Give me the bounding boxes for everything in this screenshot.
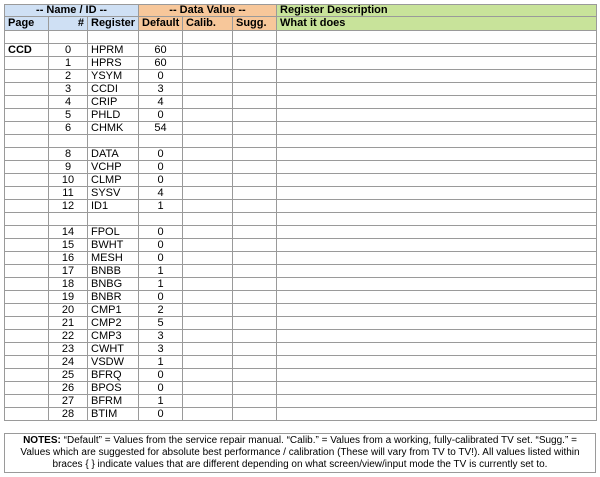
row-page — [5, 187, 49, 200]
row-register: SYSV — [88, 187, 139, 200]
row-description — [277, 304, 597, 317]
row-description — [277, 343, 597, 356]
table-row — [5, 96, 597, 109]
row-description — [277, 395, 597, 408]
table-row — [5, 187, 597, 200]
row-calib — [183, 109, 233, 122]
header-row-columns — [5, 17, 597, 31]
row-calib — [183, 291, 233, 304]
row-default: 0 — [139, 239, 183, 252]
row-number: 22 — [49, 330, 88, 343]
table-row — [5, 174, 597, 187]
table-row — [5, 44, 597, 57]
table-row — [5, 161, 597, 174]
col-sugg-header: Sugg. — [233, 17, 277, 31]
row-default: 0 — [139, 109, 183, 122]
row-default: 0 — [139, 369, 183, 382]
row-number: 26 — [49, 382, 88, 395]
row-register: CRIP — [88, 96, 139, 109]
data-value-group-header: -- Data Value -- — [139, 5, 277, 17]
row-calib — [183, 174, 233, 187]
row-sugg — [233, 291, 277, 304]
row-sugg — [233, 109, 277, 122]
row-description — [277, 330, 597, 343]
row-page — [5, 382, 49, 395]
row-page — [5, 109, 49, 122]
row-register: HPRS — [88, 57, 139, 70]
row-sugg — [233, 83, 277, 96]
row-default: 0 — [139, 226, 183, 239]
row-sugg — [233, 70, 277, 83]
row-default — [139, 135, 183, 148]
row-number: 18 — [49, 278, 88, 291]
row-page — [5, 57, 49, 70]
table-row — [5, 200, 597, 213]
row-sugg — [233, 343, 277, 356]
row-description — [277, 278, 597, 291]
row-sugg — [233, 239, 277, 252]
col-default-header: Default — [139, 17, 183, 31]
row-sugg — [233, 187, 277, 200]
register-table-sheet — [4, 4, 596, 421]
row-register: MESH — [88, 252, 139, 265]
table-row — [5, 317, 597, 330]
row-register: FPOL — [88, 226, 139, 239]
notes-label: NOTES: — [23, 435, 61, 446]
row-calib — [183, 57, 233, 70]
row-description — [277, 317, 597, 330]
row-number: 0 — [49, 44, 88, 57]
row-default: 0 — [139, 382, 183, 395]
row-calib — [183, 148, 233, 161]
row-description — [277, 83, 597, 96]
row-number: 12 — [49, 200, 88, 213]
row-register: VCHP — [88, 161, 139, 174]
row-sugg — [233, 174, 277, 187]
row-register: CCDI — [88, 83, 139, 96]
row-number: 24 — [49, 356, 88, 369]
table-row — [5, 408, 597, 421]
row-sugg — [233, 265, 277, 278]
row-page — [5, 239, 49, 252]
row-default: 3 — [139, 343, 183, 356]
row-sugg — [233, 252, 277, 265]
row-default: 1 — [139, 265, 183, 278]
table-row — [5, 369, 597, 382]
row-page — [5, 70, 49, 83]
row-sugg — [233, 161, 277, 174]
row-page — [5, 304, 49, 317]
row-calib — [183, 252, 233, 265]
row-calib — [183, 330, 233, 343]
row-page — [5, 291, 49, 304]
spacer-row — [5, 31, 597, 44]
row-number: 20 — [49, 304, 88, 317]
row-default: 3 — [139, 83, 183, 96]
row-description — [277, 109, 597, 122]
row-default: 4 — [139, 96, 183, 109]
row-register: BTIM — [88, 408, 139, 421]
table-row — [5, 83, 597, 96]
row-register: CWHT — [88, 343, 139, 356]
row-calib — [183, 408, 233, 421]
row-calib — [183, 369, 233, 382]
row-default: 1 — [139, 395, 183, 408]
row-number: 6 — [49, 122, 88, 135]
row-number: 5 — [49, 109, 88, 122]
row-number: 3 — [49, 83, 88, 96]
row-default: 0 — [139, 70, 183, 83]
row-register: CMP2 — [88, 317, 139, 330]
row-calib — [183, 96, 233, 109]
row-number: 27 — [49, 395, 88, 408]
table-row — [5, 382, 597, 395]
row-default: 5 — [139, 317, 183, 330]
row-page — [5, 213, 49, 226]
table-row — [5, 239, 597, 252]
table-row — [5, 395, 597, 408]
row-sugg — [233, 395, 277, 408]
row-register: HPRM — [88, 44, 139, 57]
row-description — [277, 187, 597, 200]
row-sugg — [233, 369, 277, 382]
table-row — [5, 135, 597, 148]
row-default: 0 — [139, 174, 183, 187]
row-number — [49, 135, 88, 148]
row-sugg — [233, 304, 277, 317]
row-page — [5, 343, 49, 356]
row-description — [277, 148, 597, 161]
row-number — [49, 213, 88, 226]
row-number: 28 — [49, 408, 88, 421]
row-number: 14 — [49, 226, 88, 239]
row-register: CMP1 — [88, 304, 139, 317]
row-sugg — [233, 330, 277, 343]
row-register: CHMK — [88, 122, 139, 135]
row-number: 4 — [49, 96, 88, 109]
table-row — [5, 265, 597, 278]
col-number-header: # — [49, 17, 88, 31]
row-register: BWHT — [88, 239, 139, 252]
row-register: BFRQ — [88, 369, 139, 382]
row-page: CCD — [5, 44, 49, 57]
row-calib — [183, 213, 233, 226]
row-number: 21 — [49, 317, 88, 330]
table-row — [5, 122, 597, 135]
row-default: 0 — [139, 291, 183, 304]
row-default: 4 — [139, 187, 183, 200]
row-default: 1 — [139, 356, 183, 369]
row-number: 19 — [49, 291, 88, 304]
row-sugg — [233, 213, 277, 226]
row-register: BNBR — [88, 291, 139, 304]
row-register — [88, 213, 139, 226]
table-row — [5, 57, 597, 70]
row-number: 23 — [49, 343, 88, 356]
row-calib — [183, 317, 233, 330]
row-default: 54 — [139, 122, 183, 135]
row-calib — [183, 278, 233, 291]
row-sugg — [233, 96, 277, 109]
row-number: 11 — [49, 187, 88, 200]
row-page — [5, 96, 49, 109]
row-calib — [183, 161, 233, 174]
row-calib — [183, 83, 233, 96]
row-sugg — [233, 44, 277, 57]
row-sugg — [233, 317, 277, 330]
row-default: 0 — [139, 148, 183, 161]
row-register: BNBG — [88, 278, 139, 291]
row-sugg — [233, 408, 277, 421]
col-what-it-does-header: What it does — [277, 17, 597, 31]
table-row — [5, 148, 597, 161]
register-description-header: Register Description — [277, 5, 597, 17]
row-calib — [183, 343, 233, 356]
row-page — [5, 174, 49, 187]
table-row — [5, 213, 597, 226]
row-calib — [183, 187, 233, 200]
row-default: 0 — [139, 161, 183, 174]
row-default: 1 — [139, 278, 183, 291]
row-number: 2 — [49, 70, 88, 83]
row-default: 2 — [139, 304, 183, 317]
row-page — [5, 200, 49, 213]
table-row — [5, 109, 597, 122]
col-calib-header: Calib. — [183, 17, 233, 31]
row-register: BNBB — [88, 265, 139, 278]
row-default: 60 — [139, 57, 183, 70]
row-register: VSDW — [88, 356, 139, 369]
row-number: 16 — [49, 252, 88, 265]
notes-box — [4, 433, 596, 473]
row-page — [5, 408, 49, 421]
row-description — [277, 44, 597, 57]
table-row — [5, 226, 597, 239]
row-description — [277, 122, 597, 135]
row-description — [277, 135, 597, 148]
table-row — [5, 278, 597, 291]
row-default: 60 — [139, 44, 183, 57]
notes-text: “Default” = Values from the service repair manual. “Calib.” = Values from a working, fully-calibrated TV set. “Sugg.” = Values which are suggested for absolute best performance / calibration (These will vary from TV to TV!). All values listed within braces { } indicate values that are different depending on what screen/view/input mode the TV is currently set to. — [20, 435, 580, 470]
row-description — [277, 174, 597, 187]
row-page — [5, 135, 49, 148]
row-page — [5, 148, 49, 161]
row-default: 0 — [139, 408, 183, 421]
col-register-header: Register — [88, 17, 139, 31]
row-description — [277, 265, 597, 278]
row-number: 15 — [49, 239, 88, 252]
row-sugg — [233, 135, 277, 148]
row-sugg — [233, 57, 277, 70]
row-page — [5, 395, 49, 408]
row-page — [5, 122, 49, 135]
row-register: YSYM — [88, 70, 139, 83]
row-description — [277, 213, 597, 226]
row-calib — [183, 226, 233, 239]
row-description — [277, 356, 597, 369]
row-description — [277, 291, 597, 304]
row-calib — [183, 135, 233, 148]
header-row-groups — [5, 5, 597, 17]
row-number: 17 — [49, 265, 88, 278]
row-calib — [183, 356, 233, 369]
row-number: 9 — [49, 161, 88, 174]
row-register: ID1 — [88, 200, 139, 213]
table-row — [5, 252, 597, 265]
row-calib — [183, 70, 233, 83]
row-register — [88, 135, 139, 148]
table-row — [5, 356, 597, 369]
row-page — [5, 278, 49, 291]
row-sugg — [233, 226, 277, 239]
row-page — [5, 356, 49, 369]
row-default: 3 — [139, 330, 183, 343]
row-register: DATA — [88, 148, 139, 161]
row-description — [277, 226, 597, 239]
row-calib — [183, 239, 233, 252]
row-page — [5, 317, 49, 330]
row-page — [5, 226, 49, 239]
row-description — [277, 161, 597, 174]
table-row — [5, 330, 597, 343]
row-number: 25 — [49, 369, 88, 382]
row-calib — [183, 395, 233, 408]
row-page — [5, 265, 49, 278]
row-calib — [183, 304, 233, 317]
row-page — [5, 369, 49, 382]
row-description — [277, 96, 597, 109]
row-description — [277, 382, 597, 395]
row-sugg — [233, 122, 277, 135]
name-id-group-header: -- Name / ID -- — [5, 5, 139, 17]
row-sugg — [233, 356, 277, 369]
row-register: PHLD — [88, 109, 139, 122]
row-page — [5, 330, 49, 343]
row-description — [277, 408, 597, 421]
row-sugg — [233, 382, 277, 395]
row-register: CMP3 — [88, 330, 139, 343]
table-row — [5, 343, 597, 356]
row-calib — [183, 122, 233, 135]
row-description — [277, 70, 597, 83]
row-description — [277, 200, 597, 213]
row-number: 1 — [49, 57, 88, 70]
row-calib — [183, 382, 233, 395]
row-default: 0 — [139, 252, 183, 265]
row-page — [5, 83, 49, 96]
table-row — [5, 304, 597, 317]
row-page — [5, 161, 49, 174]
row-calib — [183, 200, 233, 213]
row-register: BPOS — [88, 382, 139, 395]
row-description — [277, 252, 597, 265]
table-row — [5, 291, 597, 304]
row-description — [277, 57, 597, 70]
col-page-header: Page — [5, 17, 49, 31]
row-default: 1 — [139, 200, 183, 213]
row-page — [5, 252, 49, 265]
row-calib — [183, 44, 233, 57]
register-table — [4, 4, 597, 421]
table-row — [5, 70, 597, 83]
row-sugg — [233, 148, 277, 161]
row-calib — [183, 265, 233, 278]
row-register: BFRM — [88, 395, 139, 408]
row-number: 8 — [49, 148, 88, 161]
row-number: 10 — [49, 174, 88, 187]
row-sugg — [233, 200, 277, 213]
row-register: CLMP — [88, 174, 139, 187]
row-default — [139, 213, 183, 226]
row-sugg — [233, 278, 277, 291]
row-description — [277, 369, 597, 382]
row-description — [277, 239, 597, 252]
